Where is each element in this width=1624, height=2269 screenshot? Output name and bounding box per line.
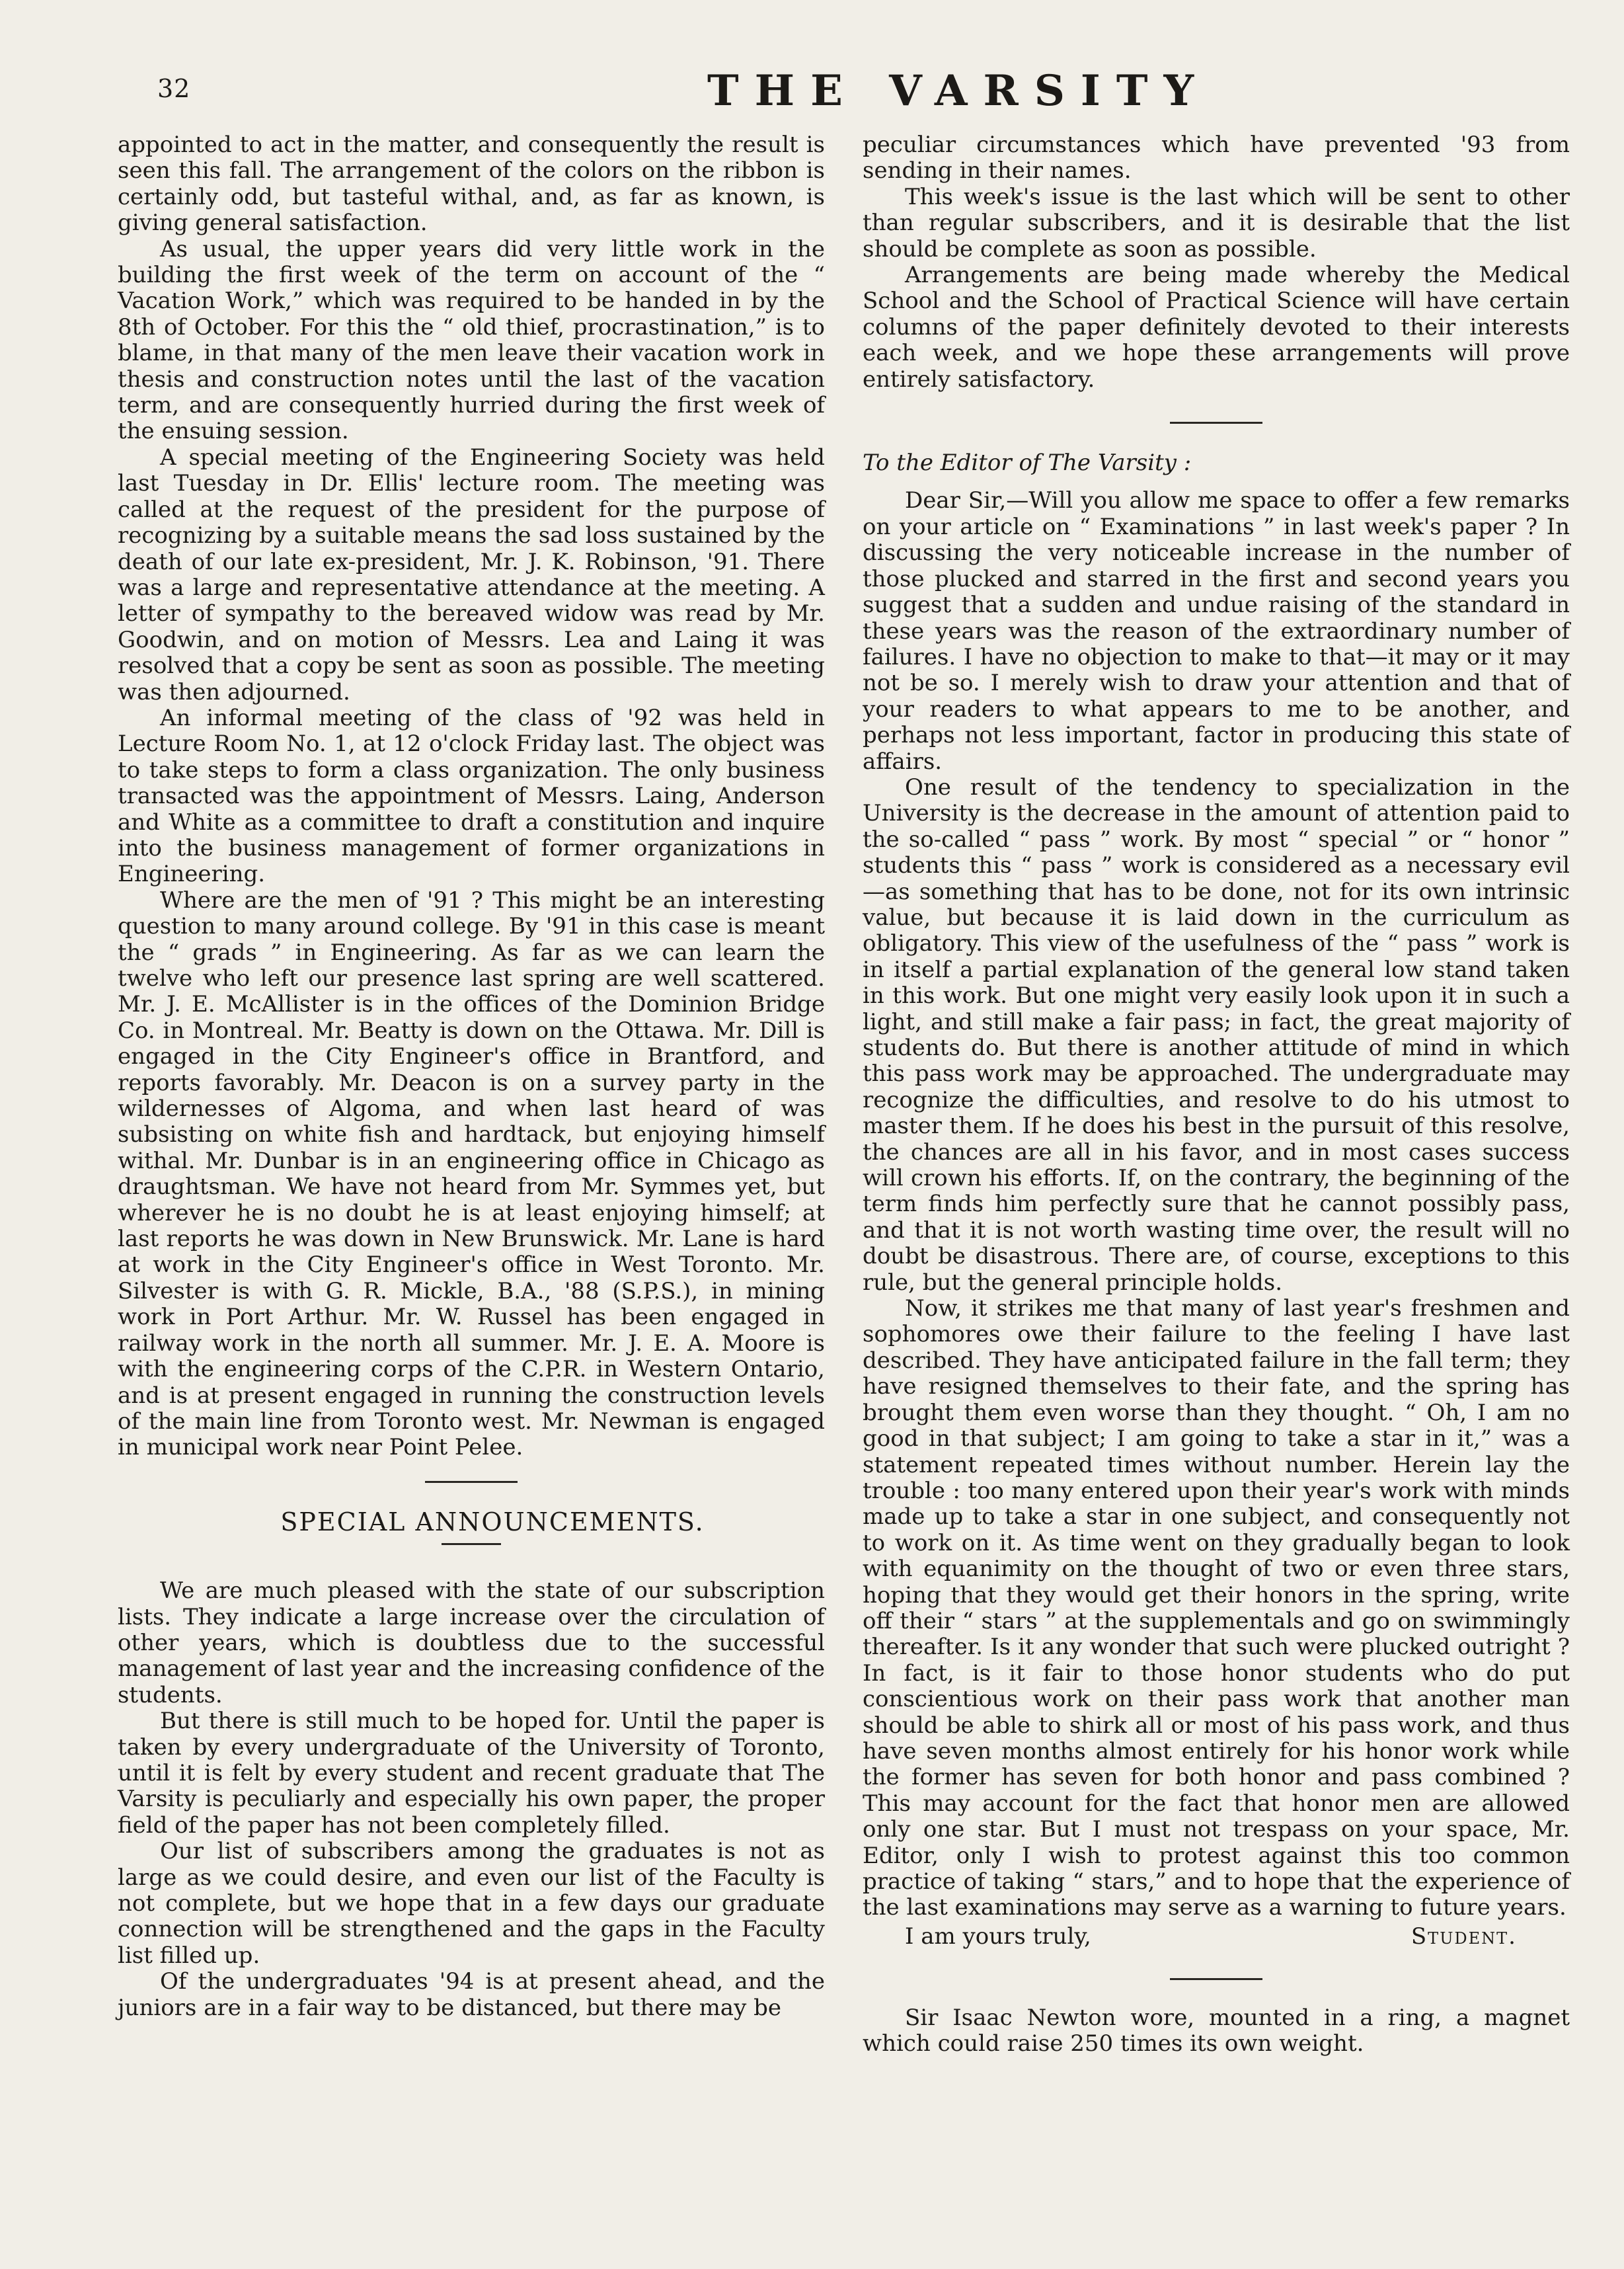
divider	[442, 1543, 501, 1545]
letter-paragraph: Now, it strikes me that many of last year's freshmen and sophomores owe their failure to the feeling I have last described. They have anticipated failure in the fall term; they have resigned themselves to their fate, and the spring has brought them even worse than they thought. “ Oh, I am no good in that subject; I am going to take a star in it,” was a statement repeated times without number. Herein lay the trouble : too many entered upon their year's work with minds made up to take a star in one subject, and consequently not to work on it. As time went on they gradually began to look with equanimity on the thought of two or even three stars, hoping that they would get their honors in the spring, write off their “ stars ” at the supplementals and go on swimmingly thereafter. Is it any wonder that such were plucked outright ? In fact, is it fair to those honor students who do put conscientious work on their pass work that another man should be able to shirk all or most of his pass work, and thus have seven months almost entirely for his honor work while the former has seven for both honor and pass combined ? This may account for the fact that honor men are allowed only one star. But I must not trespass on your space, Mr. Editor, only I wish to protest against this too common practice of taking “ stars,” and to hope that the experience of the last examinations may serve as a warning to future years.	[863, 1295, 1570, 1921]
letter-paragraph: Dear Sir,—Will you allow me space to offer a few remarks on your article on “ Examinations ” in last week's paper ? In discussing the very noticeable increase in the number of those plucked and starred in the first and second years you suggest that a sudden and undue raising of the standard in these years was the reason of the extraordinary number of failures. I have no objection to make to that—it may or it may not be so. I merely wish to draw your attention and that of your readers to what appears to me to be another, and perhaps not less important, factor in producing this state of affairs.	[863, 487, 1570, 775]
announcement-paragraph: Of the undergraduates '94 is at present ahead, and the juniors are in a fair way to be distanced, but there may be	[118, 1968, 825, 2021]
divider	[1170, 1978, 1262, 1980]
paragraph: peculiar circumstances which have prevented '93 from sending in their names.	[863, 132, 1570, 184]
paragraph: appointed to act in the matter, and consequently the result is seen this fall. The arrangement of the colors on the ribbon is certainly odd, but tasteful withal, and, as far as known, is giving general satisfaction.	[118, 132, 825, 237]
letter-salutation: To the Editor of The Varsity :	[863, 450, 1192, 477]
paragraph: An informal meeting of the class of '92 was held in Lecture Room No. 1, at 12 o'clock Friday last. The object was to take steps to form a class organization. The only business transacted was the appointment of Messrs. Laing, Anderson and White as a committee to draft a constitution and inquire into the business management of former organizations in Engineering.	[118, 704, 825, 888]
paragraph: This week's issue is the last which will be sent to other than regular subscribers, and it is desirable that the list should be complete as soon as possible.	[863, 183, 1570, 262]
letter-signature: Student.	[1411, 1923, 1517, 1950]
announcement-paragraph: But there is still much to be hoped for. Until the paper is taken by every undergraduate of the University of Toronto, until it is felt by every student and recent graduate that The Varsity is peculiarly and especially his own paper, the proper field of the paper has not been completely filled.	[118, 1708, 825, 1839]
letter-paragraph: One result of the tendency to specialization in the University is the decrease in the amount of attention paid to the so-called “ pass ” work. By most “ special ” or “ honor ” students this “ pass ” work is considered as a necessary evil—as something that has to be done, not for its own intrinsic value, but because it is laid down in the curriculum as obligatory. This view of the usefulness of the “ pass ” work is in itself a partial explanation of the general low stand taken in this work. But one might very easily look upon it in such a light, and still make a fair pass; in fact, the great majority of students do. But there is another attitude of mind in which this pass work may be approached. The undergraduate may recognize the difficulties, and resolve to do his utmost to master them. If he does his best in the pursuit of this resolve, the chances are all in his favor, and in most cases success will crown his efforts. If, on the contrary, the beginning of the term finds him perfectly sure that he cannot possibly pass, and that it is not worth wasting time over, the result will no doubt be disastrous. There are, of course, exceptions to this rule, but the general principle holds.	[863, 774, 1570, 1296]
divider	[1170, 422, 1262, 424]
paragraph: As usual, the upper years did very little work in the building the first week of the term on account of the “ Vacation Work,” which was required to be handed in by the 8th of October. For this the “ old thief, procrastination,” is to blame, in that many of the men leave their vacation work in thesis and construction notes until the last of the vacation term, and are consequently hurried during the first week of the ensuing session.	[118, 235, 825, 445]
announcement-paragraph: We are much pleased with the state of our subscription lists. They indicate a large increase over the circulation of other years, which is doubtless due to the successful management of last year and the increasing confidence of the students.	[118, 1577, 825, 1708]
spacer	[118, 1558, 825, 1578]
page-number: 32	[157, 74, 191, 103]
filler-paragraph: Sir Isaac Newton wore, mounted in a ring, a magnet which could raise 250 times its own weight.	[863, 2004, 1570, 2057]
letter-closing: I am yours truly,	[905, 1923, 1091, 1950]
right-column	[863, 132, 1570, 2057]
paragraph: Where are the men of '91 ? This might be an interesting question to many around college. By '91 in this case is meant the “ grads ” in Engineering. As far as we can learn the twelve who left our presence last spring are well scattered. Mr. J. E. McAllister is in the offices of the Dominion Bridge Co. in Montreal. Mr. Beatty is down on the Ottawa. Mr. Dill is engaged in the City Engineer's office in Brantford, and reports favorably. Mr. Deacon is on a survey party in the wildernesses of Algoma, and when last heard of was subsisting on white fish and hardtack, but enjoying himself withal. Mr. Dunbar is in an engineering office in Chicago as draughtsman. We have not heard from Mr. Symmes yet, but wherever he is no doubt he is at least enjoying himself; at last reports he was down in New Brunswick. Mr. Lane is hard at work in the City Engineer's office in West Toronto. Mr. Silvester is with G. R. Mickle, B.A., '88 (S.P.S.), in mining work in Port Arthur. Mr. W. Russel has been engaged in railway work in the north all summer. Mr. J. E. A. Moore is with the engineering corps of the C.P.R. in Western Ontario, and is at present engaged in running the construction levels of the main line from Toronto west. Mr. Newman is engaged in municipal work near Point Pelee.	[118, 887, 825, 1461]
divider	[425, 1481, 518, 1483]
letter-signoff	[863, 1924, 1570, 1950]
left-column	[118, 132, 825, 2021]
masthead: THE VARSITY	[707, 66, 1210, 116]
paragraph: A special meeting of the Engineering Society was held last Tuesday in Dr. Ellis' lecture room. The meeting was called at the request of the president for the purpose of recognizing by a suitable means the sad loss sustained by the death of our late ex-president, Mr. J. K. Robinson, '91. There was a large and representative attendance at the meeting. A letter of sympathy to the bereaved widow was read by Mr. Goodwin, and on motion of Messrs. Lea and Laing it was resolved that a copy be sent as soon as possible. The meeting was then adjourned.	[118, 444, 825, 705]
announcement-paragraph: Our list of subscribers among the graduates is not as large as we could desire, and even our list of the Faculty is not complete, but we hope that in a few days our graduate connection will be strengthened and the gaps in the Faculty list filled up.	[118, 1838, 825, 1969]
section-heading: SPECIAL ANNOUNCEMENTS.	[280, 1507, 705, 1536]
paragraph: Arrangements are being made whereby the Medical School and the School of Practical Science will have certain columns of the paper definitely devoted to their interests each week, and we hope these arrangements will prove entirely satisfactory.	[863, 262, 1570, 393]
